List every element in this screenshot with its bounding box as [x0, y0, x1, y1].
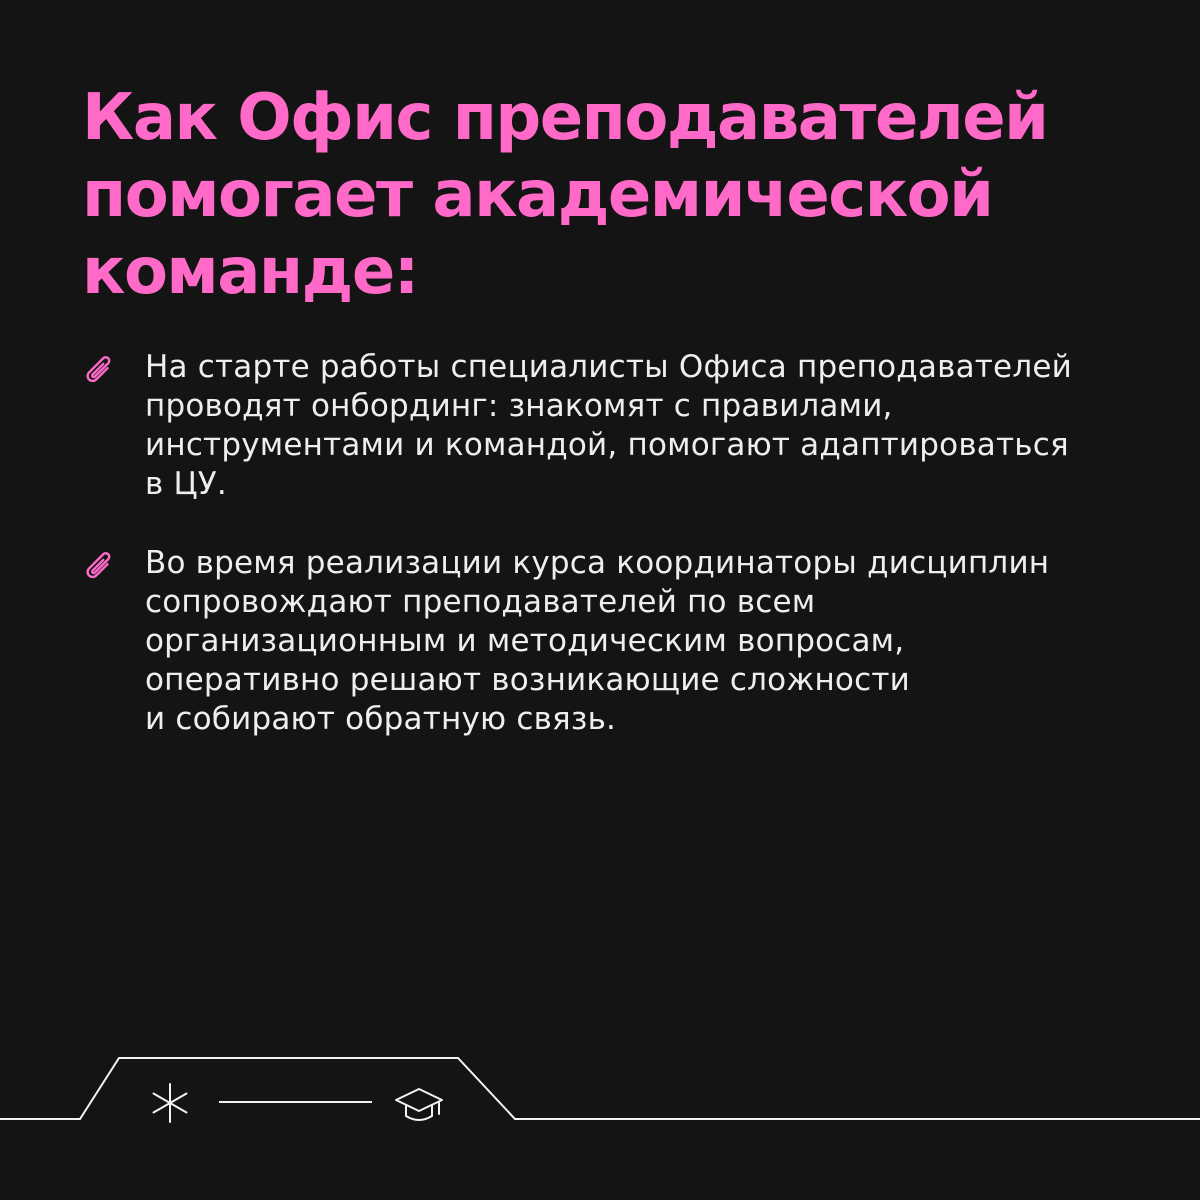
title-line: команде:: [82, 235, 418, 309]
bullet-text: [145, 348, 1145, 504]
asterisk-icon: [154, 1084, 187, 1122]
bullet-line: оперативно решают возникающие сложности: [145, 662, 910, 698]
page-title: [82, 80, 1162, 311]
paperclip-icon: [78, 546, 120, 588]
title-line: помогает академической: [82, 158, 993, 232]
graduation-cap-icon: [396, 1089, 442, 1120]
paperclip-icon: [78, 350, 120, 392]
bullet-line: в ЦУ.: [145, 466, 227, 502]
bullet-line: инструментами и командой, помогают адаптироваться: [145, 427, 1069, 463]
bullet-line: организационным и методическим вопросам,: [145, 623, 905, 659]
bullet-text: [145, 544, 1145, 739]
bullet-line: На старте работы специалисты Офиса преподавателей: [145, 349, 1072, 385]
bullet-line: сопровождают преподавателей по всем: [145, 584, 816, 620]
title-line: Как Офис преподавателей: [82, 81, 1048, 155]
bullet-line: проводят онбординг: знакомят с правилами,: [145, 388, 893, 424]
bullet-line: Во время реализации курса координаторы дисциплин: [145, 545, 1050, 581]
footer-tab: [0, 1040, 1200, 1140]
bullet-line: и собирают обратную связь.: [145, 701, 617, 737]
